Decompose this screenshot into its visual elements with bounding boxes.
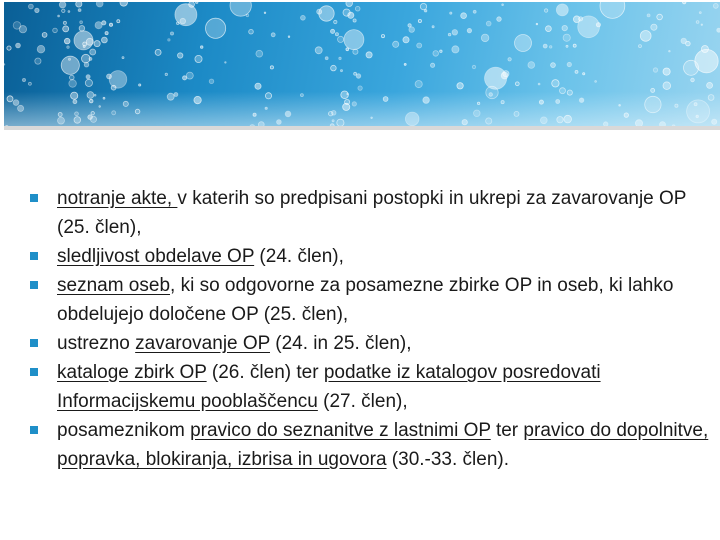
body-text: , ki so odgovorne za posamezne zbirke OP in oseb, ki lahko obdelujejo določene OP (25. člen), — [57, 275, 674, 325]
body-text: posameznikom — [57, 420, 191, 441]
water-bubbles-image — [4, 2, 720, 130]
square-bullet-icon — [30, 426, 38, 434]
square-bullet-icon — [30, 252, 38, 260]
underlined-text: kataloge zbirk OP — [57, 362, 207, 383]
body-text: (24. in 25. člen), — [270, 333, 412, 354]
square-bullet-icon — [30, 281, 38, 289]
banner-divider — [4, 126, 720, 130]
underlined-text: pravico do dopolnitve, popravka, blokiranja, izbrisa in ugovora — [57, 420, 709, 470]
underlined-text: podatke iz katalogov posredovati Informacijskemu pooblaščencu — [57, 362, 601, 412]
underlined-text: pravico do seznanitve z lastnimi OP — [190, 420, 491, 441]
body-text: (24. člen), — [254, 246, 344, 267]
body-text: (27. člen), — [317, 391, 408, 412]
bullet-item — [30, 329, 716, 358]
bullet-item — [30, 242, 716, 271]
underlined-text: notranje akte, — [57, 188, 178, 209]
square-bullet-icon — [30, 368, 38, 376]
content-area — [30, 184, 716, 474]
body-text: ter — [490, 420, 524, 441]
body-text: (30.-33. člen). — [386, 449, 510, 470]
square-bullet-icon — [30, 339, 38, 347]
body-text: (26. člen) ter — [206, 362, 324, 383]
body-text: ustrezno — [57, 333, 136, 354]
bullet-item — [30, 271, 716, 329]
bullet-item — [30, 416, 716, 474]
banner-fade — [4, 2, 720, 130]
underlined-text: seznam oseb — [57, 275, 171, 296]
body-text: v katerih so predpisani postopki in ukrepi za zavarovanje OP (25. člen), — [57, 188, 687, 238]
square-bullet-icon — [30, 194, 38, 202]
underlined-text: sledljivost obdelave OP — [57, 246, 255, 267]
bullet-item — [30, 184, 716, 242]
bullet-item — [30, 358, 716, 416]
bullet-list — [30, 184, 716, 474]
underlined-text: zavarovanje OP — [135, 333, 270, 354]
